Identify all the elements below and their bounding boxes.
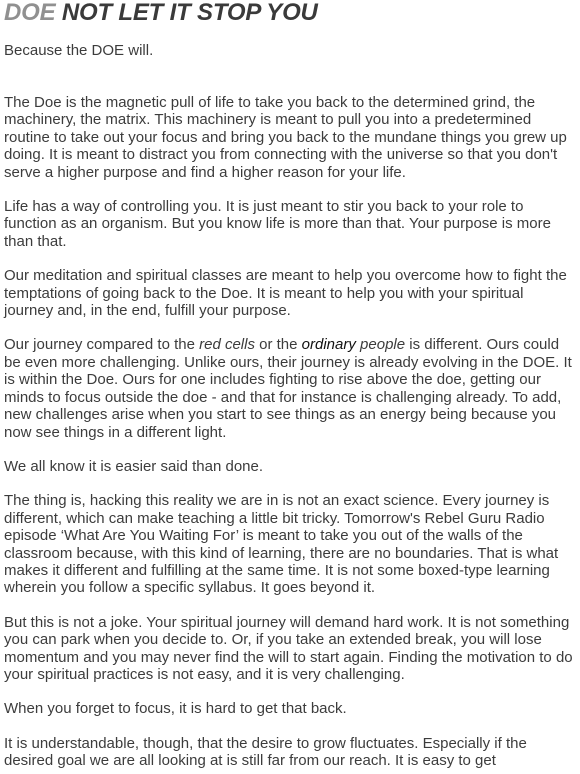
- article-title-accent: DOE: [4, 0, 56, 26]
- paragraph-doe-definition: The Doe is the magnetic pull of life to take you back to the determined grind, the machinery, the matrix. This machinery is meant to pull you into a predetermined routine to take out your focus and bring you back to the mundane things you grew up doing. It is meant to distract you from connecting with the universe so that you don't serve a higher purpose and find a higher reason for your life.: [4, 94, 567, 181]
- journey-people: people: [355, 336, 406, 354]
- journey-red-cells: red cells: [199, 336, 255, 354]
- journey-text-before: Our journey compared to the: [4, 336, 200, 354]
- paragraph-hacking-reality: The thing is, hacking this reality we are in is not an exact science. Every journey is different, which can make teaching a little bit tricky. Tomorrow's Rebel Guru Radio episode ‘What Are You Waiting For’ is meant to take you out of the walls of the classroom because, with this kind of learning, there are no boundaries. That is what makes it different and fulfilling at the same time. It is not some boxed-type learning wherein you follow a specific syllabus. It goes beyond it.: [4, 492, 559, 597]
- paragraph-not-a-joke: But this is not a joke. Your spiritual journey will demand hard work. It is not something you can park when you decide to. Or, if you take an extended break, you will lose momentum and you may never find the will to start again. Finding the motivation to do your spiritual practices is not easy, and it is very challenging.: [4, 613, 573, 683]
- journey-ordinary: ordinary: [301, 336, 356, 354]
- journey-text-between: or the: [254, 336, 302, 354]
- article-title: [4, 0, 576, 26]
- paragraph-life-control: Life has a way of controlling you. It is just meant to stir you back to your role to function as an organism. But you know life is more than that. Your purpose is more than that.: [4, 198, 551, 250]
- paragraph-desire-fluctuates: It is understandable, though, that the desire to grow fluctuates. Especially if the desired goal we are all looking at is still far from our reach. It is easy to get: [4, 734, 527, 770]
- paragraph-meditation-classes: Our meditation and spiritual classes are meant to help you overcome how to fight the temptations of going back to the Doe. It is meant to help you with your spiritual journey and, in the end, fulfill your purpose.: [4, 267, 567, 320]
- paragraph-our-journey: [4, 336, 576, 440]
- paragraph-forget-focus: When you forget to focus, it is hard to get that back.: [4, 700, 347, 718]
- article-body: [4, 94, 576, 770]
- article-tagline: Because the DOE will.: [4, 42, 154, 59]
- article-title-rest: NOT LET IT STOP YOU: [55, 0, 318, 26]
- paragraph-easier-said: We all know it is easier said than done.: [4, 457, 264, 475]
- journey-text-after: is different. Ours could be even more challenging. Unlike ours, their journey is already evolving in the DOE. It is within the Doe. Ours for one includes fighting to rise above the doe, getting our minds to focus outside the doe - and that for instance is challenging already. To add, new challenges arise when you start to see things as an energy being because you now see things in a different light.: [4, 336, 572, 441]
